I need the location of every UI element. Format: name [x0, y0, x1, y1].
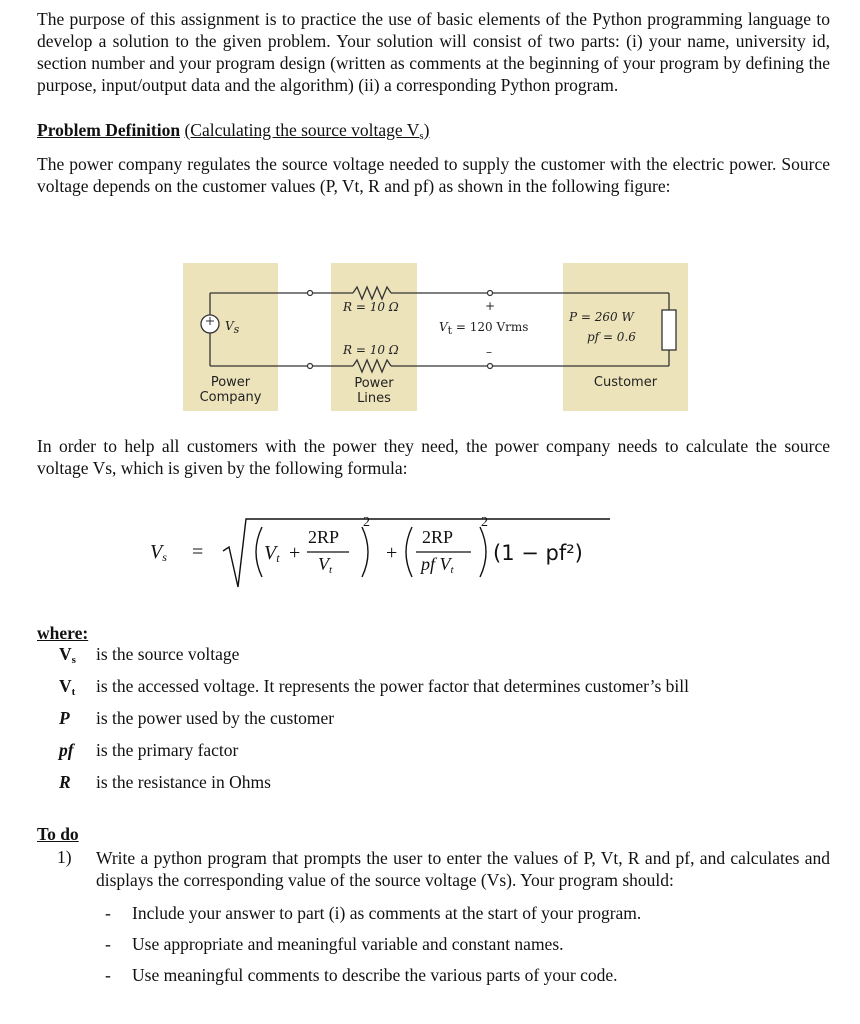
definition-row	[37, 740, 830, 772]
definition-text: is the accessed voltage. It represents the power factor that determines customer’s bill	[96, 676, 690, 696]
bullet-item	[37, 965, 830, 987]
todo-section	[37, 823, 830, 987]
bullet-dash: -	[105, 934, 111, 954]
formula-plus-1: +	[289, 542, 301, 564]
document-page	[37, 8, 830, 197]
definition-row	[37, 676, 830, 708]
bullet-dash: -	[105, 965, 111, 985]
formula-exp-2: 2	[481, 515, 488, 530]
customer-label: Customer	[593, 375, 658, 390]
bullet-dash: -	[105, 903, 111, 923]
formula-intro: In order to help all customers with the power they need, the power company needs to calculate the source voltage Vs, which is given by the following formula:	[37, 436, 830, 478]
formula-tail: (1 − pf²)	[493, 541, 583, 565]
definition-symbol: $V_s$	[59, 644, 76, 666]
problem-title: Problem Definition	[37, 120, 181, 140]
formula-exp-1: 2	[363, 515, 370, 530]
formula-num-1: 2RP	[308, 527, 340, 547]
power-lines-label: Power Lines	[354, 376, 394, 406]
source-voltage-formula	[150, 505, 620, 595]
definition-symbol: P	[59, 708, 70, 728]
definition-text: is the primary factor	[96, 740, 239, 760]
bullet-item	[37, 934, 830, 956]
problem-subtitle-suffix: )	[423, 120, 430, 140]
formula-lhs: $V_s$	[150, 541, 167, 564]
power-company-label: Power Company	[199, 375, 262, 405]
plus-terminal: +	[485, 299, 496, 313]
definition-symbol: R	[59, 772, 71, 792]
formula-den-1: $V_t$	[318, 554, 333, 576]
task-number: 1)	[57, 847, 72, 867]
problem-description: The power company regulates the source voltage needed to supply the customer with the electric power. Source voltage depends on the customer values (P, Vt, R and pf) as shown in the following figure:	[37, 154, 830, 196]
definition-text: is the source voltage	[96, 644, 240, 664]
bullet-text: Include your answer to part (i) as comments at the start of your program.	[132, 903, 642, 923]
formula-num-2: 2RP	[422, 527, 454, 547]
power-label: P = 260 W	[569, 310, 634, 324]
circuit-figure	[183, 263, 688, 411]
bullet-item	[37, 903, 830, 925]
task-text: Write a python program that prompts the user to enter the values of P, Vt, R and pf, and calculates and displays the corresponding value of the source voltage (Vs). Your program should:	[96, 848, 830, 890]
intro-paragraph: The purpose of this assignment is to practice the use of basic elements of the Python programming language to develop a solution to the given problem. Your solution will consist of two parts: (i) your name, university id, section number and your program design (written as comments at the beginning of your program by defining the purpose, input/output data and the algorithm) (ii) a corresponding Python program.	[37, 9, 830, 95]
resistor-bottom-label: R = 10 Ω	[343, 343, 399, 357]
definition-row	[37, 772, 830, 804]
definition-text: is the power used by the customer	[96, 708, 335, 728]
pf-label: pf = 0.6	[587, 330, 636, 344]
definitions-section	[37, 622, 830, 804]
vt-label: $V_t = 120$ Vrms	[439, 320, 529, 337]
formula-equals: =	[192, 541, 204, 563]
where-title: where:	[37, 623, 89, 643]
formula-plus-2: +	[386, 542, 398, 564]
todo-title: To do	[37, 824, 79, 844]
source-voltage-label: $V_s$	[225, 319, 240, 336]
resistor-top-label: R = 10 Ω	[343, 300, 399, 314]
formula-vt: $V_t$	[264, 542, 280, 565]
definition-text: is the resistance in Ohms	[96, 772, 271, 792]
definition-row	[37, 708, 830, 740]
definition-symbol: pf	[59, 740, 74, 760]
bullet-text: Use appropriate and meaningful variable and constant names.	[132, 934, 564, 954]
bullet-text: Use meaningful comments to describe the various parts of your code.	[132, 965, 618, 985]
formula-den-2: pf $V_t$	[421, 554, 454, 576]
problem-subtitle: (Calculating the source voltage V	[184, 120, 420, 140]
minus-terminal: –	[486, 345, 492, 359]
problem-subtitle-sub: s	[419, 130, 424, 142]
task-item	[37, 847, 830, 891]
definition-row	[37, 644, 830, 676]
problem-heading	[37, 119, 830, 141]
definition-symbol: $V_t$	[59, 676, 76, 698]
